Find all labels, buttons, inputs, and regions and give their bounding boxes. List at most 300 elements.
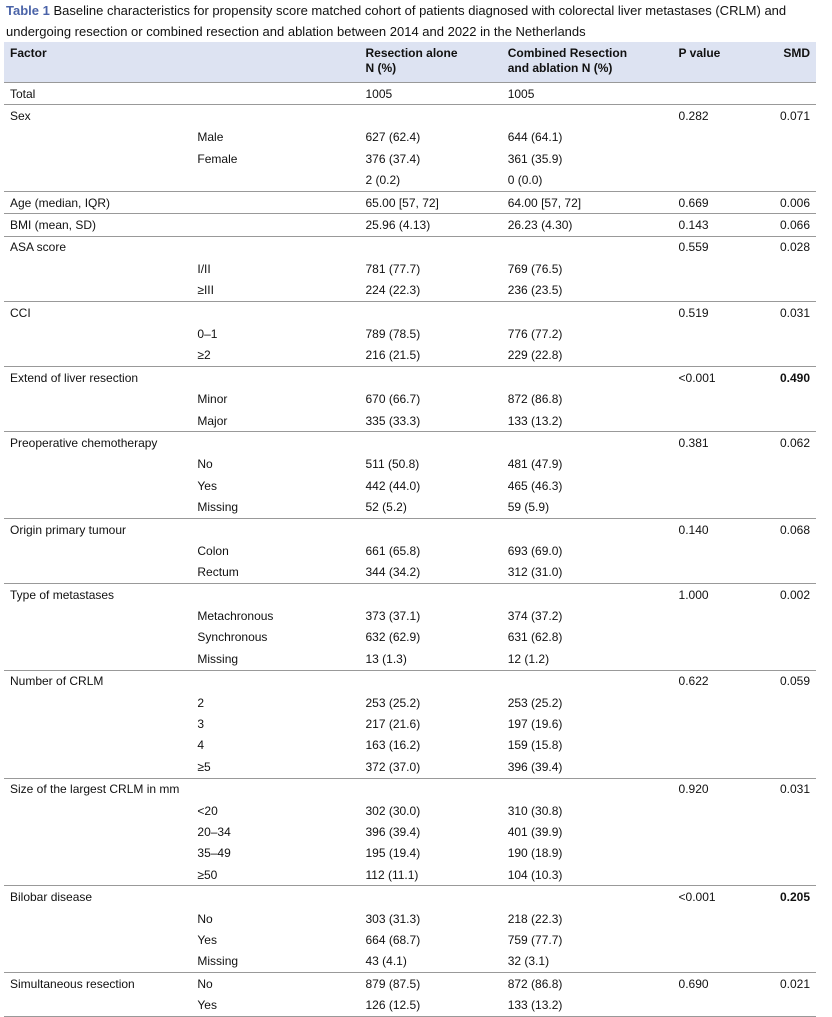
- cell-subcategory: Female: [197, 151, 238, 166]
- table-row: [4, 301, 816, 323]
- cell-pvalue: [673, 800, 765, 821]
- cell-resection-alone: 1005: [359, 83, 501, 105]
- cell-smd: 0.059: [764, 670, 816, 692]
- cell-subcategory: [185, 236, 359, 258]
- cell-pvalue: 0.669: [673, 191, 765, 213]
- table-row: [4, 170, 816, 192]
- cell-factor: [4, 323, 185, 344]
- table-caption: [6, 0, 828, 42]
- cell-resection-alone: 2 (0.2): [365, 173, 401, 188]
- cell-subcategory: Colon: [197, 543, 229, 558]
- table-row: [4, 105, 816, 127]
- cell-smd: [764, 713, 816, 734]
- cell-pvalue: 0.519: [673, 301, 765, 323]
- cell-factor: [4, 648, 185, 670]
- cell-combined: 190 (18.9): [507, 846, 563, 861]
- cell-subcategory: Synchronous: [197, 630, 268, 645]
- cell-smd: [764, 148, 816, 169]
- cell-smd: [764, 994, 816, 1016]
- cell-smd: [764, 756, 816, 778]
- cell-pvalue: [673, 692, 765, 713]
- cell-resection-alone: 253 (25.2): [365, 695, 421, 710]
- cell-combined: 312 (31.0): [507, 565, 563, 580]
- table-row: [4, 367, 816, 389]
- cell-resection-alone: 396 (39.4): [365, 824, 421, 839]
- cell-smd: [764, 258, 816, 279]
- cell-smd: 0.002: [764, 583, 816, 605]
- cell-pvalue: [673, 951, 765, 973]
- cell-smd: 0.006: [764, 191, 816, 213]
- cell-resection-alone: 372 (37.0): [365, 759, 421, 774]
- header-pvalue: P value: [678, 46, 721, 60]
- cell-factor: Extend of liver resection: [4, 367, 185, 389]
- cell-resection-alone: 344 (34.2): [365, 565, 421, 580]
- cell-smd: [764, 864, 816, 886]
- table-row: [4, 388, 816, 409]
- cell-subcategory: ≥50: [197, 867, 218, 882]
- cell-subcategory: Missing: [197, 954, 239, 969]
- cell-subcategory: No: [197, 457, 213, 472]
- cell-factor: Bilobar disease: [4, 886, 185, 908]
- cell-factor: Origin primary tumour: [4, 518, 185, 540]
- cell-factor: [4, 864, 185, 886]
- cell-factor: Type of metastases: [4, 583, 185, 605]
- cell-combined: 1005: [502, 83, 673, 105]
- cell-combined: [502, 367, 673, 389]
- table-row: [4, 973, 816, 995]
- cell-resection-alone: [359, 886, 501, 908]
- cell-combined: [502, 778, 673, 800]
- cell-smd: 0.028: [764, 236, 816, 258]
- cell-factor: [4, 475, 185, 496]
- cell-factor: [4, 388, 185, 409]
- cell-combined: 159 (15.8): [507, 738, 563, 753]
- table-row: [4, 583, 816, 605]
- cell-factor: [4, 908, 185, 929]
- cell-factor: [4, 148, 185, 169]
- cell-subcategory: No: [185, 973, 359, 995]
- cell-smd: [764, 929, 816, 950]
- cell-smd: 0.071: [764, 105, 816, 127]
- cell-pvalue: [673, 864, 765, 886]
- cell-pvalue: [673, 648, 765, 670]
- cell-factor: [4, 562, 185, 584]
- cell-factor: Preoperative chemotherapy: [4, 432, 185, 454]
- cell-combined: 401 (39.9): [507, 824, 563, 839]
- cell-factor: ASA score: [4, 236, 185, 258]
- cell-combined: 12 (1.2): [507, 651, 550, 666]
- cell-factor: [4, 410, 185, 432]
- cell-resection-alone: 195 (19.4): [365, 846, 421, 861]
- cell-resection-alone: 126 (12.5): [359, 994, 501, 1016]
- cell-factor: [4, 735, 185, 756]
- cell-factor: [4, 994, 185, 1016]
- table-row: [4, 323, 816, 344]
- cell-subcategory: Metachronous: [197, 609, 274, 624]
- cell-combined: [502, 886, 673, 908]
- cell-factor: [4, 843, 185, 864]
- cell-smd: [764, 843, 816, 864]
- cell-factor: [4, 540, 185, 561]
- cell-factor: Size of the largest CRLM in mm: [4, 778, 185, 800]
- cell-resection-alone: 627 (62.4): [365, 130, 421, 145]
- cell-factor: [4, 280, 185, 302]
- cell-pvalue: [673, 323, 765, 344]
- table-row: [4, 670, 816, 692]
- cell-smd: [764, 692, 816, 713]
- table-row: [4, 148, 816, 169]
- table-row: [4, 345, 816, 367]
- cell-combined: [502, 583, 673, 605]
- cell-subcategory: ≥2: [197, 348, 211, 363]
- cell-subcategory: Missing: [197, 651, 239, 666]
- cell-subcategory: ≥5: [197, 759, 211, 774]
- cell-factor: BMI (mean, SD): [4, 214, 185, 236]
- cell-resection-alone: 376 (37.4): [365, 151, 421, 166]
- cell-resection-alone: 52 (5.2): [365, 500, 407, 515]
- cell-pvalue: [673, 627, 765, 648]
- cell-factor: [4, 345, 185, 367]
- cell-combined: 374 (37.2): [507, 609, 563, 624]
- cell-pvalue: <0.001: [673, 367, 765, 389]
- cell-smd: 0.031: [764, 778, 816, 800]
- cell-combined: 769 (76.5): [507, 261, 563, 276]
- cell-pvalue: [673, 562, 765, 584]
- cell-subcategory: Male: [197, 130, 224, 145]
- table-row: [4, 800, 816, 821]
- cell-combined: [502, 670, 673, 692]
- cell-pvalue: 0.690: [673, 973, 765, 995]
- table-row: [4, 432, 816, 454]
- table-row: [4, 627, 816, 648]
- cell-pvalue: [673, 345, 765, 367]
- cell-subcategory: [185, 214, 359, 236]
- cell-subcategory: Yes: [185, 994, 359, 1016]
- table-row: [4, 735, 816, 756]
- cell-pvalue: [673, 454, 765, 475]
- table-row: [4, 929, 816, 950]
- cell-pvalue: [673, 756, 765, 778]
- cell-factor: Sex: [4, 105, 185, 127]
- cell-factor: [4, 929, 185, 950]
- cell-resection-alone: [359, 518, 501, 540]
- table-row: [4, 692, 816, 713]
- table-row: [4, 713, 816, 734]
- cell-resection-alone: 303 (31.3): [365, 911, 421, 926]
- cell-subcategory: [185, 301, 359, 323]
- cell-factor: [4, 496, 185, 518]
- cell-smd: [764, 496, 816, 518]
- cell-subcategory: [185, 432, 359, 454]
- cell-pvalue: 0.920: [673, 778, 765, 800]
- cell-combined: 59 (5.9): [507, 500, 550, 515]
- cell-factor: Number of CRLM: [4, 670, 185, 692]
- cell-combined: 197 (19.6): [507, 717, 563, 732]
- cell-combined: 481 (47.9): [507, 457, 563, 472]
- cell-factor: Age (median, IQR): [4, 191, 185, 213]
- cell-combined: 465 (46.3): [507, 478, 563, 493]
- cell-subcategory: 4: [197, 738, 205, 753]
- cell-smd: [764, 83, 816, 105]
- cell-resection-alone: 217 (21.6): [365, 717, 421, 732]
- cell-factor: Total: [4, 83, 185, 105]
- table-row: [4, 864, 816, 886]
- cell-subcategory: ≥III: [197, 283, 214, 298]
- cell-combined: 693 (69.0): [507, 543, 563, 558]
- table-row: [4, 258, 816, 279]
- cell-combined: 361 (35.9): [507, 151, 563, 166]
- cell-resection-alone: [359, 583, 501, 605]
- cell-smd: [764, 280, 816, 302]
- cell-combined: 32 (3.1): [507, 954, 550, 969]
- cell-pvalue: [673, 735, 765, 756]
- cell-subcategory: 35–49: [197, 846, 231, 861]
- cell-resection-alone: [359, 301, 501, 323]
- cell-pvalue: [673, 127, 765, 148]
- cell-subcategory: 3: [197, 717, 205, 732]
- cell-pvalue: [673, 540, 765, 561]
- cell-subcategory: [185, 778, 359, 800]
- cell-subcategory: 0–1: [197, 326, 218, 341]
- cell-subcategory: <20: [197, 803, 218, 818]
- cell-subcategory: Yes: [197, 478, 217, 493]
- cell-factor: [4, 692, 185, 713]
- cell-resection-alone: 163 (16.2): [365, 738, 421, 753]
- cell-smd: [764, 410, 816, 432]
- cell-subcategory: [185, 583, 359, 605]
- cell-subcategory: No: [197, 911, 213, 926]
- cell-combined: 759 (77.7): [507, 932, 563, 947]
- cell-smd: 0.205: [764, 886, 816, 908]
- cell-combined: 631 (62.8): [507, 630, 563, 645]
- cell-combined: 64.00 [57, 72]: [502, 191, 673, 213]
- cell-subcategory: I/II: [197, 261, 211, 276]
- table-row: [4, 410, 816, 432]
- cell-smd: [764, 735, 816, 756]
- cell-smd: [764, 345, 816, 367]
- cell-smd: [764, 562, 816, 584]
- cell-pvalue: 0.622: [673, 670, 765, 692]
- cell-resection-alone: 302 (30.0): [365, 803, 421, 818]
- table-row: [4, 191, 816, 213]
- table-row: [4, 127, 816, 148]
- cell-smd: [764, 800, 816, 821]
- cell-resection-alone: 664 (68.7): [365, 932, 421, 947]
- cell-pvalue: <0.001: [673, 886, 765, 908]
- cell-resection-alone: 13 (1.3): [365, 651, 407, 666]
- cell-pvalue: [673, 908, 765, 929]
- table-row: [4, 475, 816, 496]
- cell-resection-alone: 224 (22.3): [365, 283, 421, 298]
- cell-smd: [764, 540, 816, 561]
- cell-resection-alone: [359, 432, 501, 454]
- table-row: [4, 648, 816, 670]
- table-row: [4, 280, 816, 302]
- cell-combined: 26.23 (4.30): [502, 214, 673, 236]
- table-label: Table 1: [6, 3, 50, 18]
- cell-combined: 133 (13.2): [507, 413, 563, 428]
- cell-subcategory: Missing: [197, 500, 239, 515]
- cell-subcategory: [185, 518, 359, 540]
- cell-combined: 104 (10.3): [507, 867, 563, 882]
- cell-smd: [764, 454, 816, 475]
- table-row: [4, 83, 816, 105]
- cell-factor: [4, 756, 185, 778]
- header-resection-alone: Resection alone N (%): [365, 46, 458, 75]
- cell-resection-alone: [359, 236, 501, 258]
- cell-combined: 0 (0.0): [507, 173, 543, 188]
- header-factor: Factor: [10, 46, 47, 60]
- cell-smd: 0.066: [764, 214, 816, 236]
- cell-resection-alone: [359, 778, 501, 800]
- cell-smd: [764, 951, 816, 973]
- cell-smd: [764, 627, 816, 648]
- cell-subcategory: [185, 191, 359, 213]
- cell-subcategory: Rectum: [197, 565, 239, 580]
- caption-text: Baseline characteristics for propensity score matched cohort of patients diagnosed with colorectal liver metastases (CRLM) and undergoing resection or combined resection and ablation between 2014 and 2022 in the Netherlands: [6, 3, 787, 39]
- cell-pvalue: [673, 83, 765, 105]
- cell-factor: [4, 605, 185, 626]
- cell-smd: [764, 127, 816, 148]
- cell-factor: [4, 821, 185, 842]
- cell-resection-alone: 216 (21.5): [365, 348, 421, 363]
- cell-resection-alone: 442 (44.0): [365, 478, 421, 493]
- table-row: [4, 994, 816, 1016]
- cell-pvalue: 0.143: [673, 214, 765, 236]
- cell-factor: [4, 713, 185, 734]
- cell-smd: 0.021: [764, 973, 816, 995]
- cell-combined: 872 (86.8): [507, 392, 563, 407]
- cell-factor: Simultaneous resection: [4, 973, 185, 995]
- cell-pvalue: [673, 605, 765, 626]
- cell-combined: 218 (22.3): [507, 911, 563, 926]
- cell-resection-alone: 670 (66.7): [365, 392, 421, 407]
- cell-subcategory: [185, 670, 359, 692]
- table-body: [4, 83, 816, 1017]
- header-combined: Combined Resection and ablation N (%): [507, 46, 628, 75]
- cell-pvalue: [673, 388, 765, 409]
- cell-smd: [764, 821, 816, 842]
- table-row: [4, 605, 816, 626]
- baseline-characteristics-table: [4, 42, 816, 1017]
- cell-smd: [764, 908, 816, 929]
- cell-combined: [502, 301, 673, 323]
- cell-smd: [764, 388, 816, 409]
- cell-combined: 396 (39.4): [507, 759, 563, 774]
- table-header-row: [4, 42, 816, 83]
- cell-pvalue: [673, 280, 765, 302]
- cell-resection-alone: 632 (62.9): [365, 630, 421, 645]
- cell-pvalue: 0.282: [673, 105, 765, 127]
- table-row: [4, 562, 816, 584]
- cell-factor: [4, 951, 185, 973]
- table-row: [4, 236, 816, 258]
- cell-resection-alone: 112 (11.1): [365, 867, 419, 882]
- cell-resection-alone: 373 (37.1): [365, 609, 421, 624]
- cell-combined: 253 (25.2): [507, 695, 563, 710]
- cell-pvalue: [673, 475, 765, 496]
- cell-subcategory: [185, 83, 359, 105]
- cell-resection-alone: 789 (78.5): [365, 326, 421, 341]
- cell-pvalue: [673, 994, 765, 1016]
- cell-combined: [502, 518, 673, 540]
- table-row: [4, 821, 816, 842]
- table-row: [4, 518, 816, 540]
- cell-pvalue: [673, 929, 765, 950]
- table-row: [4, 886, 816, 908]
- table-row: [4, 214, 816, 236]
- cell-combined: 872 (86.8): [502, 973, 673, 995]
- cell-factor: [4, 800, 185, 821]
- cell-resection-alone: 661 (65.8): [365, 543, 421, 558]
- table-row: [4, 908, 816, 929]
- cell-pvalue: [673, 148, 765, 169]
- table-row: [4, 496, 816, 518]
- cell-subcategory: [185, 105, 359, 127]
- cell-factor: [4, 170, 185, 192]
- cell-smd: [764, 323, 816, 344]
- cell-factor: CCI: [4, 301, 185, 323]
- cell-combined: [502, 105, 673, 127]
- table-row: [4, 540, 816, 561]
- cell-resection-alone: 25.96 (4.13): [359, 214, 501, 236]
- cell-factor: [4, 258, 185, 279]
- cell-smd: 0.031: [764, 301, 816, 323]
- header-smd: SMD: [783, 46, 810, 60]
- cell-combined: 644 (64.1): [507, 130, 563, 145]
- cell-pvalue: [673, 843, 765, 864]
- cell-combined: 229 (22.8): [507, 348, 563, 363]
- cell-subcategory: 20–34: [197, 824, 231, 839]
- cell-smd: [764, 605, 816, 626]
- cell-resection-alone: [359, 105, 501, 127]
- cell-pvalue: [673, 496, 765, 518]
- cell-smd: 0.062: [764, 432, 816, 454]
- cell-pvalue: 0.381: [673, 432, 765, 454]
- cell-pvalue: [673, 713, 765, 734]
- cell-factor: [4, 454, 185, 475]
- cell-resection-alone: [359, 367, 501, 389]
- cell-smd: 0.490: [764, 367, 816, 389]
- table-row: [4, 454, 816, 475]
- cell-resection-alone: 65.00 [57, 72]: [359, 191, 501, 213]
- table-row: [4, 778, 816, 800]
- cell-smd: [764, 475, 816, 496]
- cell-factor: [4, 627, 185, 648]
- cell-pvalue: 0.140: [673, 518, 765, 540]
- cell-resection-alone: 335 (33.3): [365, 413, 421, 428]
- cell-subcategory: Minor: [197, 392, 228, 407]
- cell-subcategory: 2: [197, 695, 205, 710]
- cell-pvalue: [673, 170, 765, 192]
- table-row: [4, 951, 816, 973]
- cell-subcategory: Major: [197, 413, 228, 428]
- cell-combined: [502, 432, 673, 454]
- cell-combined: 310 (30.8): [507, 803, 563, 818]
- table-row: [4, 843, 816, 864]
- cell-factor: [4, 127, 185, 148]
- cell-subcategory: [185, 170, 359, 192]
- cell-combined: [502, 236, 673, 258]
- cell-pvalue: [673, 258, 765, 279]
- cell-combined: 776 (77.2): [507, 326, 563, 341]
- cell-pvalue: [673, 821, 765, 842]
- cell-resection-alone: 879 (87.5): [359, 973, 501, 995]
- cell-pvalue: 1.000: [673, 583, 765, 605]
- cell-combined: 133 (13.2): [502, 994, 673, 1016]
- cell-pvalue: 0.559: [673, 236, 765, 258]
- cell-combined: 236 (23.5): [507, 283, 563, 298]
